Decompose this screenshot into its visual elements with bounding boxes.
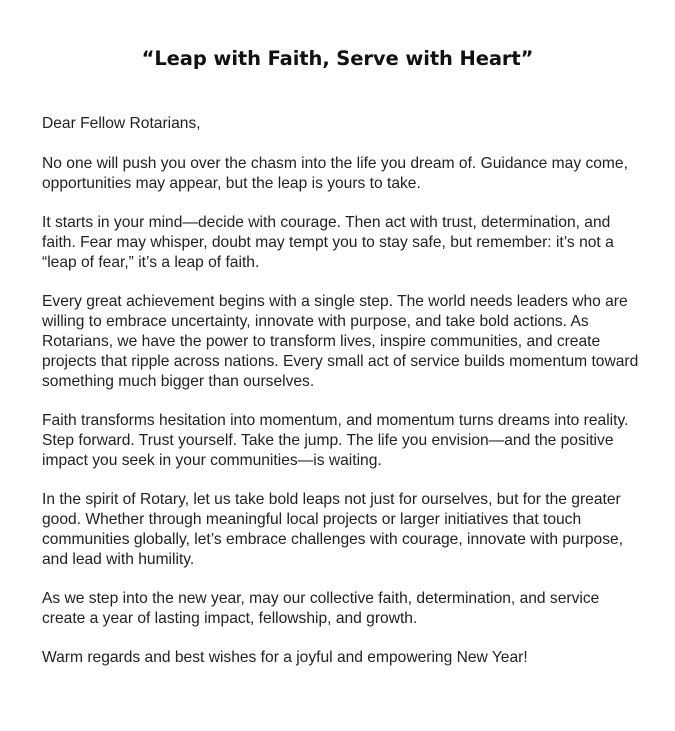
letter-title: “Leap with Faith, Serve with Heart” (141, 47, 534, 70)
closing-line: Warm regards and best wishes for a joyful and empowering New Year! (42, 649, 528, 666)
paragraph-new-year: As we step into the new year, may our collective faith, determination, and service create a year of lasting impact, fellowship, and growth. (42, 590, 600, 627)
paragraph-courage: It starts in your mind—decide with courage. Then act with trust, determination, and faith. Fear may whisper, doubt may tempt you to stay safe, but remember: it’s not a “leap of fear,” it’s a leap of faith. (42, 214, 614, 271)
salutation: Dear Fellow Rotarians, (42, 115, 201, 132)
paragraph-spirit-of-rotary: In the spirit of Rotary, let us take bold leaps not just for ourselves, but for the greater good. Whether through meaningful local projects or larger initiatives that touch communities globally, let’s embrace challenges with courage, innovate with purpose, and lead with humility. (42, 491, 624, 568)
paragraph-achievement: Every great achievement begins with a single step. The world needs leaders who are willing to embrace uncertainty, innovate with purpose, and take bold actions. As Rotarians, we have the power to transform lives, inspire communities, and create projects that ripple across nations. Every small act of service builds momentum toward something much bigger than ourselves. (42, 293, 639, 390)
paragraph-momentum: Faith transforms hesitation into momentum, and momentum turns dreams into reality. Step forward. Trust yourself. Take the jump. The life you envision—and the positive impact you seek in your communities—is waiting. (42, 412, 629, 469)
letter-body (42, 114, 642, 687)
paragraph-chasm: No one will push you over the chasm into the life you dream of. Guidance may come, opportunities may appear, but the leap is yours to take. (42, 155, 628, 192)
